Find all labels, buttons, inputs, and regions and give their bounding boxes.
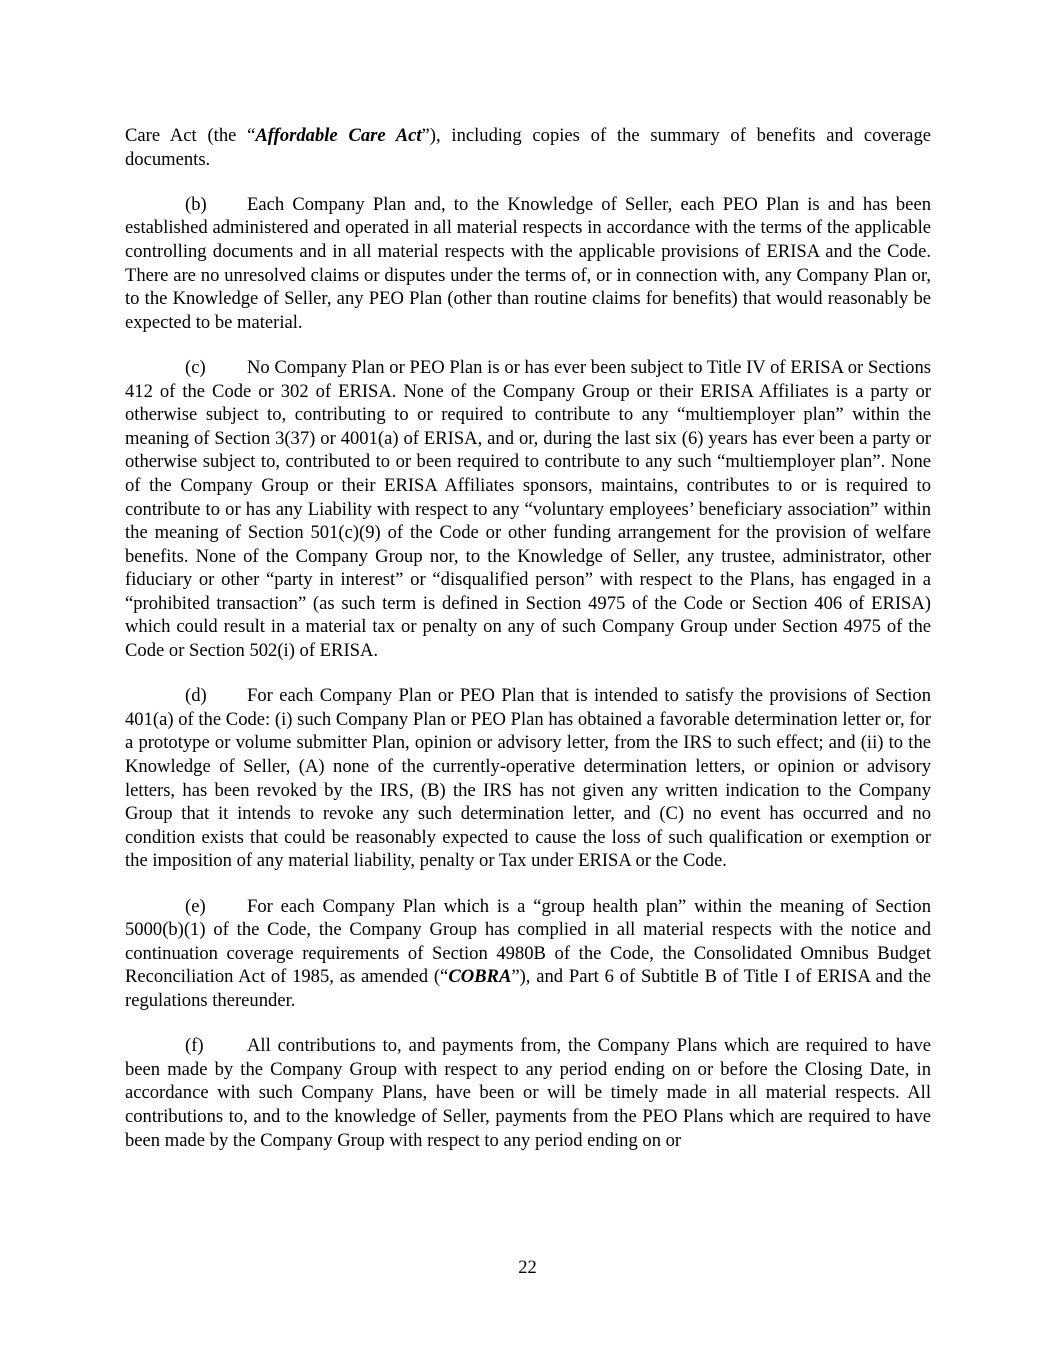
paragraph-c-marker: (c) [185,356,206,378]
paragraph-b-text: Each Company Plan and, to the Knowledge of Seller, each PEO Plan is and has been established administered and operated in all material respects in accordance with the terms of the applicable controlling documents and in all material respects with the applicable provisions of ERISA and the Code. There are no unresolved claims or disputes under the terms of, or in connection with, any Company Plan or, to the Knowledge of Seller, any PEO Plan (other than routine claims for benefits) that would reasonably be expected to be material. [125,193,931,333]
paragraph-e [125,895,931,1013]
defined-term-cobra: COBRA [448,966,512,988]
paragraph-c [125,356,931,663]
paragraph-e-text-end: ”), and Part 6 of Subtitle B of Title I of ERISA and the regulations thereunder. [125,966,931,1011]
paragraph-f-marker: (f) [185,1035,204,1057]
paragraph-c-text: No Company Plan or PEO Plan is or has ever been subject to Title IV of ERISA or Sections 412 of the Code or 302 of ERISA. None of the Company Group or their ERISA Affiliates is a party or otherwise subject to, contributing to or required to contribute to any “multiemployer plan” within the meaning of Section 3(37) or 4001(a) of ERISA, and or, during the last six (6) years has ever been a party or otherwise subject to, contributed to or been required to contribute to any such “multiemployer plan”. None of the Company Group or their ERISA Affiliates sponsors, maintains, contributes to or is required to contribute to or has any Liability with respect to any “voluntary employees’ beneficiary association” within the meaning of Section 501(c)(9) of the Code or other funding arrangement for the provision of welfare benefits. None of the Company Group nor, to the Knowledge of Seller, any trustee, administrator, other fiduciary or other “party in interest” or “disqualified person” with respect to the Plans, has engaged in a “prohibited transaction” (as such term is defined in Section 4975 of the Code or Section 406 of ERISA) which could result in a material tax or penalty on any of such Company Group under Section 4975 of the Code or Section 502(i) of ERISA. [125,356,931,662]
continuation-paragraph [125,124,931,171]
page-number: 22 [518,1257,537,1278]
paragraph-b-marker: (b) [185,193,207,215]
paragraph-e-marker: (e) [185,895,206,917]
continuation-text-end: ”), including copies of the summary of benefits and coverage documents. [125,125,931,170]
paragraph-b [125,193,931,335]
paragraph-e-text-start: For each Company Plan which is a “group health plan” within the meaning of Section 5000(b)(1) of the Code, the Company Group has complied in all material respects with the notice and continuation coverage requirements of Section 4980B of the Code, the Consolidated Omnibus Budget Reconciliation Act of 1985, as amended (“ [125,895,931,988]
document-body [125,124,931,1152]
paragraph-d-text: For each Company Plan or PEO Plan that is intended to satisfy the provisions of Section 401(a) of the Code: (i) such Company Plan or PEO Plan has obtained a favorable determination letter or, for a prototype or volume submitter Plan, opinion or advisory letter, from the IRS to such effect; and (ii) to the Knowledge of Seller, (A) none of the currently-operative determination letters, or opinion or advisory letters, has been revoked by the IRS, (B) the IRS has not given any written indication to the Company Group that it intends to revoke any such determination letter, and (C) no event has occurred and no condition exists that could be reasonably expected to cause the loss of such qualification or exemption or the imposition of any material liability, penalty or Tax under ERISA or the Code. [125,685,931,872]
paragraph-f [125,1034,931,1152]
paragraph-d-marker: (d) [185,685,207,707]
continuation-text-start: Care Act (the “ [125,125,256,146]
paragraph-d [125,684,931,873]
paragraph-f-text: All contributions to, and payments from, the Company Plans which are required to have been made by the Company Group with respect to any period ending on or before the Closing Date, in accordance with such Company Plans, have been or will be timely made in all material respects. All contributions to, and to the knowledge of Seller, payments from the PEO Plans which are required to have been made by the Company Group with respect to any period ending on or [125,1035,931,1151]
defined-term-affordable-care-act: Affordable Care Act [255,125,422,146]
